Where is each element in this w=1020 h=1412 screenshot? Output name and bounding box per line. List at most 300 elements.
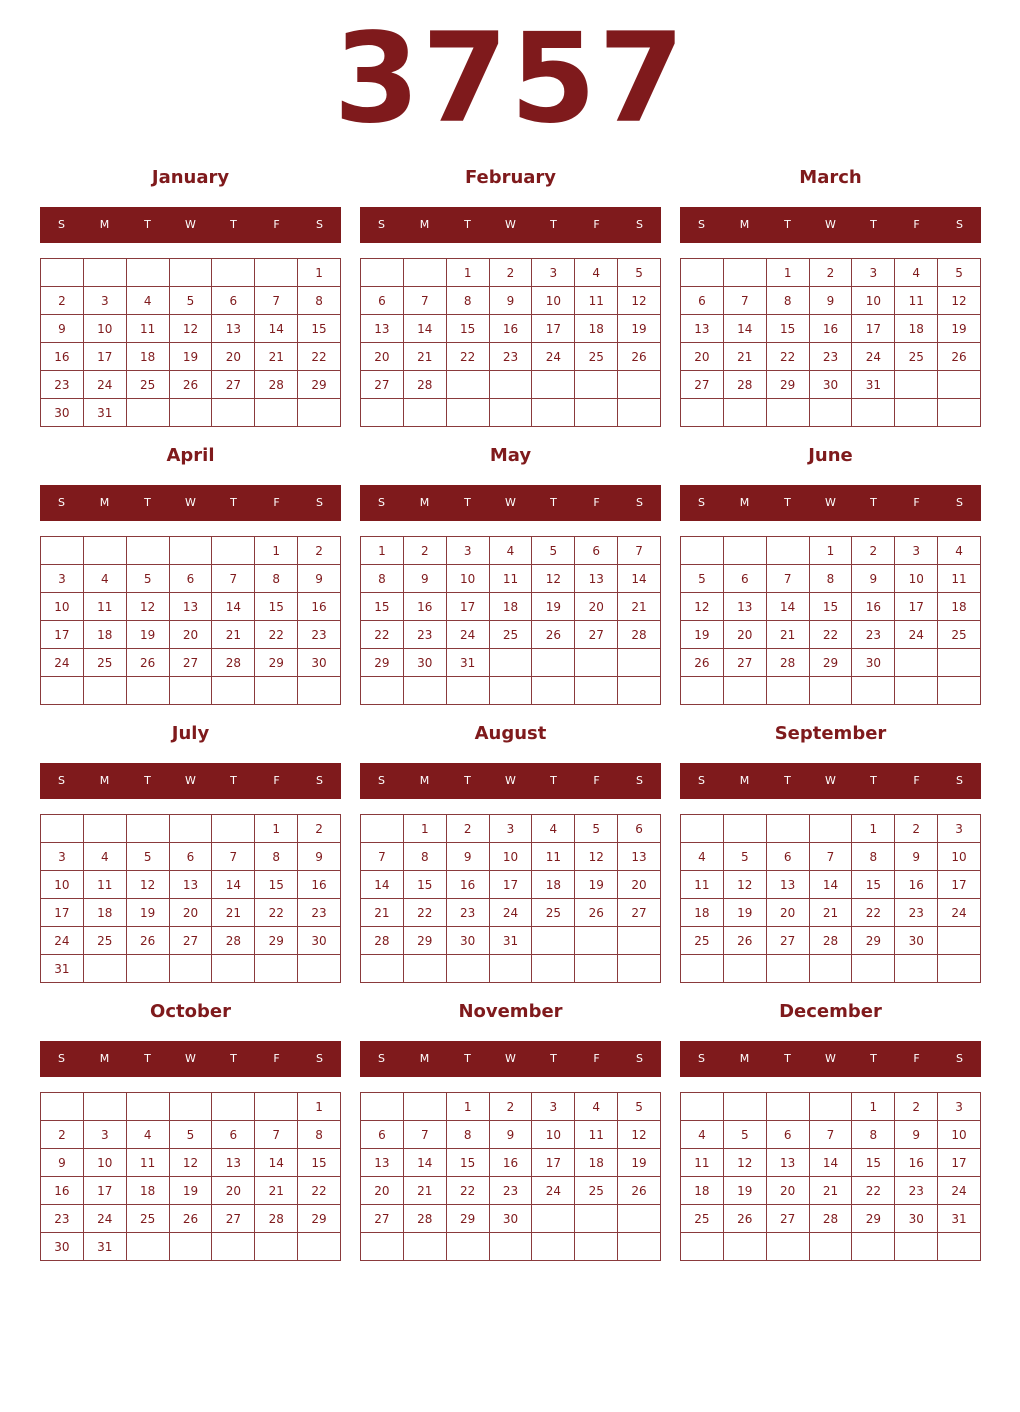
empty-cell (127, 815, 170, 843)
weekday-label: S (956, 218, 963, 231)
weekday-label: S (378, 1052, 385, 1065)
day-cell: 4 (532, 815, 575, 843)
day-cell: 27 (361, 1205, 404, 1233)
empty-cell (212, 955, 255, 983)
day-cell: 19 (127, 899, 170, 927)
day-cell: 12 (170, 315, 213, 343)
day-cell: 22 (810, 621, 853, 649)
day-cell: 17 (447, 593, 490, 621)
day-cell: 26 (724, 1205, 767, 1233)
day-cell: 11 (127, 1149, 170, 1177)
day-cell: 23 (41, 371, 84, 399)
day-cell: 5 (127, 843, 170, 871)
weekday-label: F (273, 496, 280, 509)
day-cell: 26 (618, 1177, 661, 1205)
month-august (360, 716, 661, 986)
day-cell: 25 (490, 621, 533, 649)
day-cell: 29 (255, 649, 298, 677)
day-cell: 19 (938, 315, 981, 343)
day-cell: 7 (404, 1121, 447, 1149)
day-cell: 4 (490, 537, 533, 565)
empty-cell (447, 677, 490, 705)
empty-cell (404, 955, 447, 983)
empty-cell (810, 1093, 853, 1121)
day-cell: 15 (404, 871, 447, 899)
weekday-label: S (316, 218, 323, 231)
month-name: October (150, 1001, 231, 1022)
day-cell: 20 (724, 621, 767, 649)
day-cell: 29 (255, 927, 298, 955)
day-cell: 16 (895, 871, 938, 899)
day-cell: 16 (447, 871, 490, 899)
day-cell: 29 (298, 371, 341, 399)
empty-cell (681, 399, 724, 427)
day-cell: 27 (170, 649, 213, 677)
day-cell: 11 (532, 843, 575, 871)
day-cell: 25 (532, 899, 575, 927)
weekday-label: W (825, 1052, 836, 1065)
day-cell: 12 (618, 1121, 661, 1149)
day-cell: 3 (84, 1121, 127, 1149)
day-cell: 8 (810, 565, 853, 593)
day-cell: 17 (41, 621, 84, 649)
day-cell: 26 (681, 649, 724, 677)
weekday-label: S (698, 774, 705, 787)
weekday-label: S (58, 218, 65, 231)
day-cell: 12 (170, 1149, 213, 1177)
day-cell: 5 (170, 1121, 213, 1149)
day-cell: 27 (767, 1205, 810, 1233)
weekday-label: T (230, 496, 237, 509)
day-cell: 21 (404, 343, 447, 371)
day-cell: 4 (681, 843, 724, 871)
empty-cell (938, 927, 981, 955)
empty-cell (532, 399, 575, 427)
weekday-header (680, 763, 981, 799)
day-grid (680, 258, 981, 427)
day-cell: 11 (490, 565, 533, 593)
day-cell: 6 (618, 815, 661, 843)
empty-cell (618, 955, 661, 983)
empty-cell (170, 815, 213, 843)
empty-cell (575, 1205, 618, 1233)
day-cell: 27 (361, 371, 404, 399)
day-cell: 3 (532, 259, 575, 287)
day-cell: 13 (170, 871, 213, 899)
empty-cell (810, 815, 853, 843)
empty-cell (490, 399, 533, 427)
day-cell: 8 (404, 843, 447, 871)
weekday-header (360, 1041, 661, 1077)
day-cell: 27 (681, 371, 724, 399)
weekday-label: F (273, 218, 280, 231)
weekday-label: M (419, 774, 430, 787)
weekday-label: S (956, 496, 963, 509)
month-may (360, 438, 661, 708)
empty-cell (852, 955, 895, 983)
weekday-label: W (825, 496, 836, 509)
day-cell: 2 (490, 1093, 533, 1121)
day-cell: 13 (767, 1149, 810, 1177)
month-april (40, 438, 341, 708)
empty-cell (84, 259, 127, 287)
day-cell: 6 (170, 843, 213, 871)
empty-cell (938, 1233, 981, 1261)
day-cell: 10 (84, 1149, 127, 1177)
day-cell: 21 (724, 343, 767, 371)
day-cell: 17 (938, 1149, 981, 1177)
day-cell: 24 (895, 621, 938, 649)
day-cell: 1 (810, 537, 853, 565)
empty-cell (447, 399, 490, 427)
day-cell: 23 (447, 899, 490, 927)
weekday-label: S (956, 1052, 963, 1065)
day-cell: 27 (724, 649, 767, 677)
weekday-label: S (698, 1052, 705, 1065)
day-cell: 4 (681, 1121, 724, 1149)
day-cell: 3 (84, 287, 127, 315)
empty-cell (532, 649, 575, 677)
weekday-label: M (419, 218, 430, 231)
month-name: December (779, 1001, 882, 1022)
day-cell: 19 (127, 621, 170, 649)
day-cell: 2 (447, 815, 490, 843)
day-cell: 30 (895, 927, 938, 955)
weekday-label: M (99, 774, 110, 787)
empty-cell (84, 537, 127, 565)
day-cell: 9 (895, 1121, 938, 1149)
empty-cell (298, 677, 341, 705)
day-cell: 3 (852, 259, 895, 287)
day-cell: 23 (852, 621, 895, 649)
month-name: August (474, 723, 547, 744)
day-cell: 18 (575, 1149, 618, 1177)
day-cell: 3 (41, 843, 84, 871)
empty-cell (532, 1233, 575, 1261)
empty-cell (447, 955, 490, 983)
day-cell: 15 (810, 593, 853, 621)
day-cell: 1 (298, 1093, 341, 1121)
day-cell: 2 (852, 537, 895, 565)
weekday-label: F (913, 774, 920, 787)
weekday-label: M (419, 496, 430, 509)
month-name: July (171, 723, 210, 744)
empty-cell (212, 259, 255, 287)
empty-cell (361, 677, 404, 705)
day-cell: 7 (618, 537, 661, 565)
weekday-label: S (636, 496, 643, 509)
empty-cell (681, 955, 724, 983)
day-cell: 19 (170, 343, 213, 371)
day-cell: 7 (212, 843, 255, 871)
weekday-label: S (636, 218, 643, 231)
weekday-label: S (316, 496, 323, 509)
empty-cell (170, 677, 213, 705)
weekday-header (680, 485, 981, 521)
day-cell: 19 (170, 1177, 213, 1205)
day-cell: 13 (724, 593, 767, 621)
day-cell: 28 (255, 1205, 298, 1233)
day-cell: 15 (255, 871, 298, 899)
day-cell: 22 (298, 1177, 341, 1205)
day-cell: 18 (681, 1177, 724, 1205)
empty-cell (618, 927, 661, 955)
day-cell: 12 (575, 843, 618, 871)
empty-cell (852, 399, 895, 427)
day-cell: 10 (84, 315, 127, 343)
day-cell: 17 (84, 1177, 127, 1205)
empty-cell (618, 1205, 661, 1233)
weekday-label: T (784, 496, 791, 509)
empty-cell (575, 649, 618, 677)
day-cell: 11 (681, 1149, 724, 1177)
weekday-label: F (273, 1052, 280, 1065)
day-grid (680, 814, 981, 983)
month-name: September (774, 723, 887, 744)
day-cell: 1 (852, 815, 895, 843)
day-cell: 10 (41, 593, 84, 621)
empty-cell (404, 259, 447, 287)
weekday-label: F (593, 1052, 600, 1065)
day-cell: 4 (84, 843, 127, 871)
day-cell: 7 (810, 1121, 853, 1149)
day-cell: 8 (767, 287, 810, 315)
day-cell: 1 (255, 537, 298, 565)
day-cell: 21 (767, 621, 810, 649)
day-cell: 2 (895, 815, 938, 843)
day-cell: 20 (361, 343, 404, 371)
day-cell: 2 (895, 1093, 938, 1121)
weekday-label: W (185, 218, 196, 231)
day-cell: 30 (298, 649, 341, 677)
weekday-label: M (739, 496, 750, 509)
day-cell: 2 (298, 537, 341, 565)
empty-cell (361, 1093, 404, 1121)
day-cell: 17 (490, 871, 533, 899)
empty-cell (938, 371, 981, 399)
weekday-label: F (913, 1052, 920, 1065)
day-cell: 24 (532, 343, 575, 371)
day-cell: 6 (767, 843, 810, 871)
empty-cell (41, 815, 84, 843)
day-cell: 14 (724, 315, 767, 343)
day-cell: 1 (447, 1093, 490, 1121)
day-cell: 13 (170, 593, 213, 621)
empty-cell (767, 955, 810, 983)
day-cell: 1 (852, 1093, 895, 1121)
day-cell: 22 (852, 899, 895, 927)
day-cell: 2 (490, 259, 533, 287)
day-cell: 26 (575, 899, 618, 927)
day-cell: 29 (298, 1205, 341, 1233)
day-cell: 9 (895, 843, 938, 871)
day-cell: 1 (255, 815, 298, 843)
day-cell: 17 (938, 871, 981, 899)
month-name: January (151, 167, 230, 188)
month-december (680, 994, 981, 1264)
empty-cell (681, 815, 724, 843)
day-cell: 12 (938, 287, 981, 315)
weekday-label: T (464, 1052, 471, 1065)
empty-cell (767, 1233, 810, 1261)
day-cell: 14 (767, 593, 810, 621)
day-cell: 20 (170, 621, 213, 649)
day-cell: 2 (41, 1121, 84, 1149)
day-cell: 15 (852, 1149, 895, 1177)
day-cell: 7 (212, 565, 255, 593)
weekday-header (680, 207, 981, 243)
day-cell: 12 (724, 1149, 767, 1177)
empty-cell (681, 259, 724, 287)
day-cell: 1 (361, 537, 404, 565)
day-cell: 24 (938, 899, 981, 927)
weekday-header (40, 207, 341, 243)
empty-cell (852, 677, 895, 705)
empty-cell (895, 649, 938, 677)
day-cell: 6 (212, 1121, 255, 1149)
day-cell: 6 (212, 287, 255, 315)
day-cell: 16 (41, 1177, 84, 1205)
empty-cell (724, 1093, 767, 1121)
day-cell: 25 (681, 927, 724, 955)
day-cell: 28 (255, 371, 298, 399)
day-cell: 22 (852, 1177, 895, 1205)
weekday-label: T (550, 774, 557, 787)
weekday-label: T (784, 774, 791, 787)
empty-cell (127, 537, 170, 565)
day-cell: 14 (255, 1149, 298, 1177)
day-cell: 18 (84, 899, 127, 927)
empty-cell (41, 537, 84, 565)
day-cell: 14 (810, 1149, 853, 1177)
day-cell: 27 (575, 621, 618, 649)
weekday-label: T (784, 1052, 791, 1065)
day-cell: 28 (404, 1205, 447, 1233)
weekday-label: S (956, 774, 963, 787)
day-cell: 26 (127, 927, 170, 955)
empty-cell (255, 1093, 298, 1121)
day-cell: 11 (84, 593, 127, 621)
weekday-label: S (316, 774, 323, 787)
day-cell: 10 (490, 843, 533, 871)
empty-cell (298, 955, 341, 983)
day-cell: 10 (532, 1121, 575, 1149)
day-cell: 26 (127, 649, 170, 677)
day-cell: 24 (938, 1177, 981, 1205)
empty-cell (298, 1233, 341, 1261)
day-cell: 28 (810, 1205, 853, 1233)
day-cell: 11 (938, 565, 981, 593)
empty-cell (41, 677, 84, 705)
day-cell: 5 (618, 259, 661, 287)
day-cell: 23 (298, 621, 341, 649)
empty-cell (447, 1233, 490, 1261)
day-cell: 30 (41, 399, 84, 427)
day-cell: 17 (895, 593, 938, 621)
weekday-label: S (58, 1052, 65, 1065)
empty-cell (361, 815, 404, 843)
day-cell: 28 (212, 927, 255, 955)
empty-cell (681, 677, 724, 705)
empty-cell (895, 371, 938, 399)
day-cell: 21 (212, 621, 255, 649)
day-cell: 29 (361, 649, 404, 677)
empty-cell (724, 815, 767, 843)
day-cell: 6 (361, 1121, 404, 1149)
day-cell: 2 (41, 287, 84, 315)
empty-cell (490, 371, 533, 399)
empty-cell (361, 1233, 404, 1261)
day-cell: 8 (447, 287, 490, 315)
day-grid (360, 1092, 661, 1261)
day-cell: 15 (255, 593, 298, 621)
day-cell: 21 (212, 899, 255, 927)
day-cell: 5 (618, 1093, 661, 1121)
year-title: 3757 (333, 7, 687, 151)
day-cell: 19 (618, 315, 661, 343)
day-cell: 20 (767, 1177, 810, 1205)
empty-cell (724, 677, 767, 705)
day-grid (40, 258, 341, 427)
weekday-label: W (505, 218, 516, 231)
day-cell: 23 (298, 899, 341, 927)
day-cell: 1 (298, 259, 341, 287)
empty-cell (170, 259, 213, 287)
weekday-label: M (99, 218, 110, 231)
day-cell: 9 (852, 565, 895, 593)
empty-cell (895, 1233, 938, 1261)
day-cell: 23 (895, 899, 938, 927)
empty-cell (575, 1233, 618, 1261)
weekday-label: T (144, 496, 151, 509)
day-cell: 1 (767, 259, 810, 287)
empty-cell (938, 649, 981, 677)
weekday-label: F (273, 774, 280, 787)
day-cell: 31 (852, 371, 895, 399)
month-july (40, 716, 341, 986)
day-cell: 16 (490, 1149, 533, 1177)
empty-cell (810, 955, 853, 983)
empty-cell (724, 399, 767, 427)
empty-cell (938, 677, 981, 705)
day-cell: 31 (938, 1205, 981, 1233)
day-cell: 19 (724, 1177, 767, 1205)
empty-cell (767, 537, 810, 565)
weekday-label: S (58, 774, 65, 787)
day-cell: 6 (170, 565, 213, 593)
weekday-label: S (378, 218, 385, 231)
empty-cell (170, 1093, 213, 1121)
day-cell: 30 (298, 927, 341, 955)
day-cell: 19 (618, 1149, 661, 1177)
day-cell: 8 (447, 1121, 490, 1149)
day-cell: 15 (361, 593, 404, 621)
day-cell: 7 (724, 287, 767, 315)
day-cell: 24 (84, 1205, 127, 1233)
empty-cell (212, 537, 255, 565)
day-cell: 13 (361, 1149, 404, 1177)
day-cell: 2 (404, 537, 447, 565)
day-cell: 10 (852, 287, 895, 315)
day-cell: 6 (575, 537, 618, 565)
day-cell: 7 (810, 843, 853, 871)
day-cell: 17 (532, 315, 575, 343)
day-cell: 20 (361, 1177, 404, 1205)
day-cell: 28 (361, 927, 404, 955)
weekday-label: F (913, 218, 920, 231)
day-cell: 26 (938, 343, 981, 371)
weekday-label: M (99, 1052, 110, 1065)
